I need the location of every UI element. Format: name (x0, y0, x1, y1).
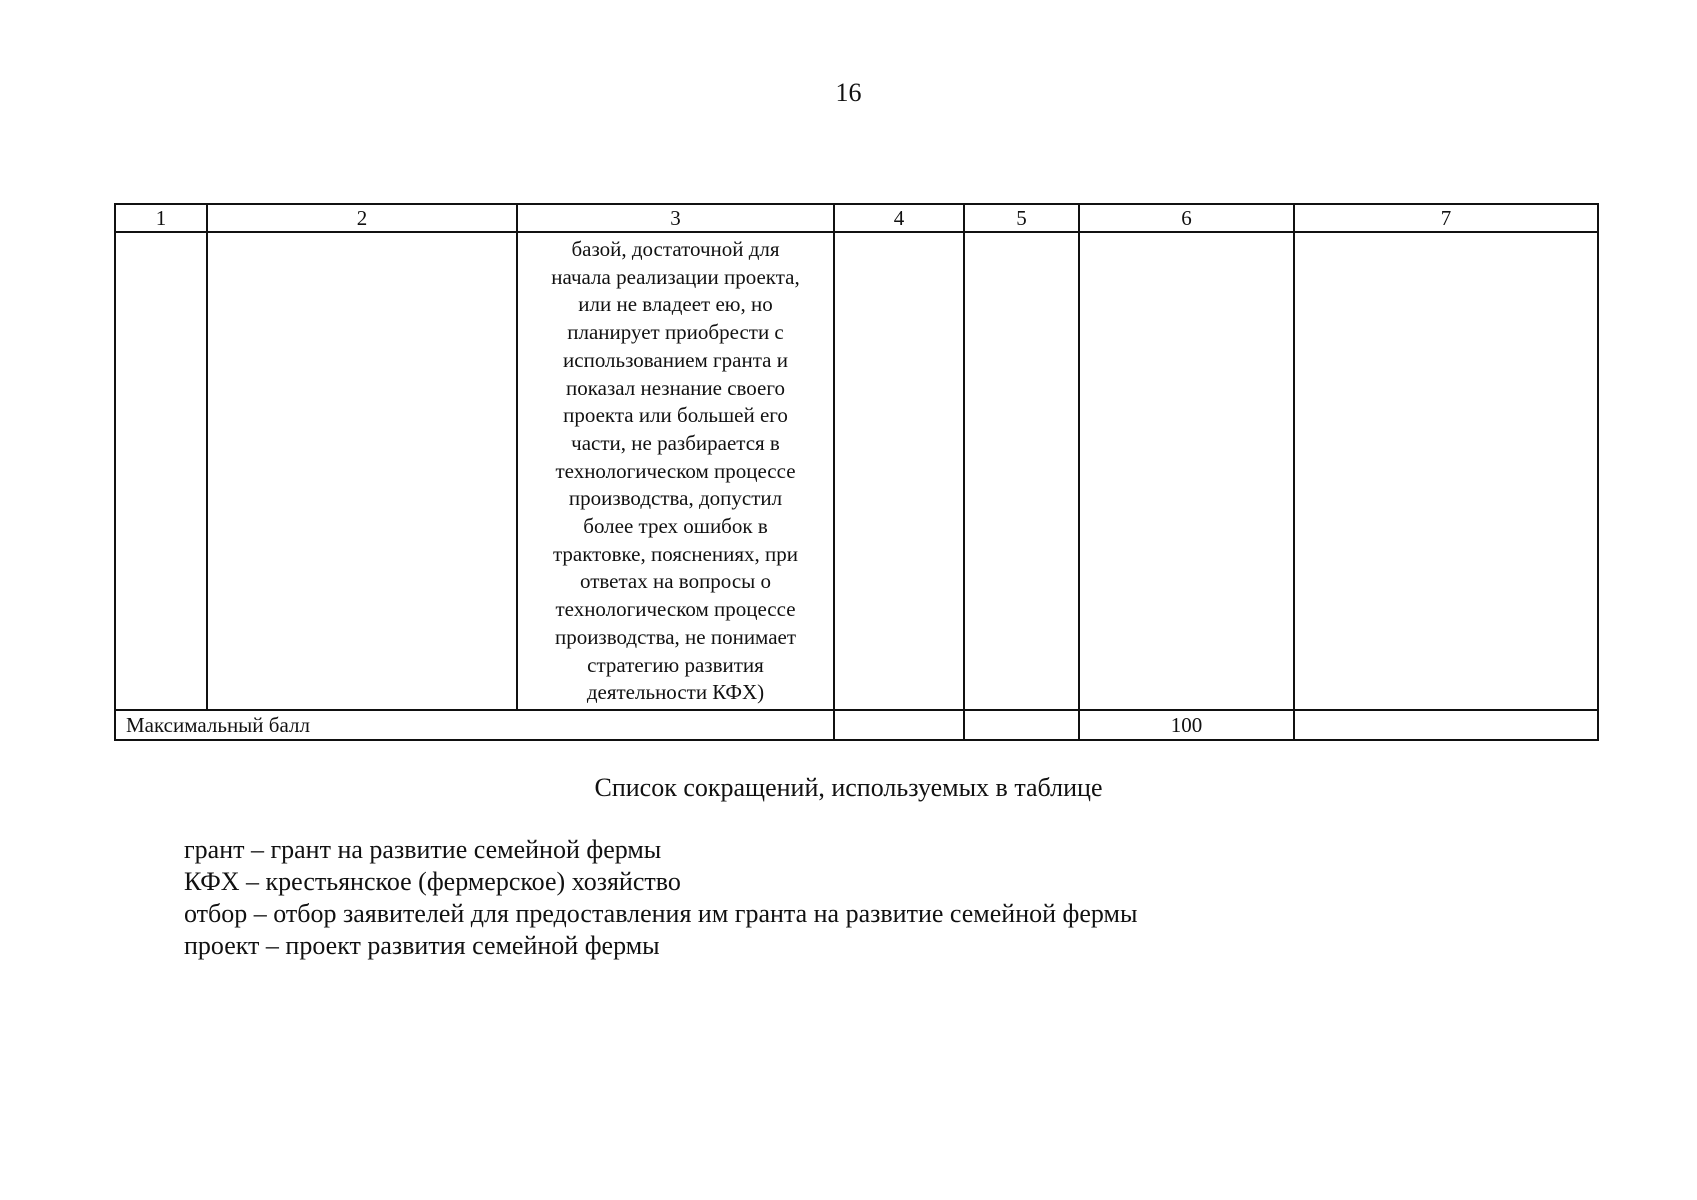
criteria-line: или не владеет ею, но (578, 292, 773, 317)
criteria-text (518, 233, 833, 707)
cell-col2 (207, 232, 517, 710)
list-item: проект – проект развития семейной фермы (184, 931, 660, 960)
criteria-line: трактовке, пояснениях, при (553, 541, 798, 566)
cell-col1 (115, 232, 207, 710)
criteria-line: использованием гранта и (563, 347, 788, 372)
cell-col5 (964, 232, 1079, 710)
cell-col4 (834, 232, 964, 710)
table-header-row (115, 204, 1598, 232)
page-number: 16 (835, 78, 862, 107)
abbreviations-title (0, 773, 1697, 803)
column-header-2: 2 (207, 204, 517, 232)
criteria-line: проекта или большей его (563, 403, 788, 428)
column-header-6: 6 (1079, 204, 1294, 232)
criteria-line: начала реализации проекта, (551, 264, 800, 289)
criteria-line: планирует приобрести с (567, 320, 784, 345)
total-cell-col5 (964, 710, 1079, 740)
abbreviations-list (184, 834, 1137, 962)
list-item: КФХ – крестьянское (фермерское) хозяйство (184, 867, 681, 896)
criteria-line: технологическом процессе (555, 597, 796, 622)
criteria-line: стратегию развития (587, 652, 764, 677)
table-row (115, 232, 1598, 710)
max-score-value: 100 (1079, 710, 1294, 740)
column-header-5: 5 (964, 204, 1079, 232)
scoring-table (114, 203, 1599, 741)
criteria-line: более трех ошибок в (583, 514, 768, 539)
criteria-line: деятельности КФХ) (586, 680, 765, 705)
total-cell-col7 (1294, 710, 1598, 740)
criteria-line: ответах на вопросы о (579, 569, 772, 594)
max-score-label: Максимальный балл (115, 710, 834, 740)
cell-col7 (1294, 232, 1598, 710)
list-item: грант – грант на развитие семейной фермы (184, 835, 662, 864)
list-item: отбор – отбор заявителей для предоставления им гранта на развитие семейной фермы (184, 899, 1138, 928)
column-header-1: 1 (115, 204, 207, 232)
criteria-line: технологическом процессе (555, 458, 796, 483)
criteria-line: производства, допустил (568, 486, 783, 511)
criteria-line: базой, достаточной для (571, 237, 780, 261)
abbreviations-title-text: Список сокращений, используемых в таблице (594, 773, 1103, 802)
criteria-line: показал незнание своего (566, 375, 785, 400)
total-row (115, 710, 1598, 740)
column-header-7: 7 (1294, 204, 1598, 232)
cell-col6 (1079, 232, 1294, 710)
cell-criteria (517, 232, 834, 710)
criteria-line: части, не разбирается в (571, 430, 780, 455)
column-header-4: 4 (834, 204, 964, 232)
total-cell-col4 (834, 710, 964, 740)
column-header-3: 3 (517, 204, 834, 232)
criteria-line: производства, не понимает (554, 624, 797, 649)
